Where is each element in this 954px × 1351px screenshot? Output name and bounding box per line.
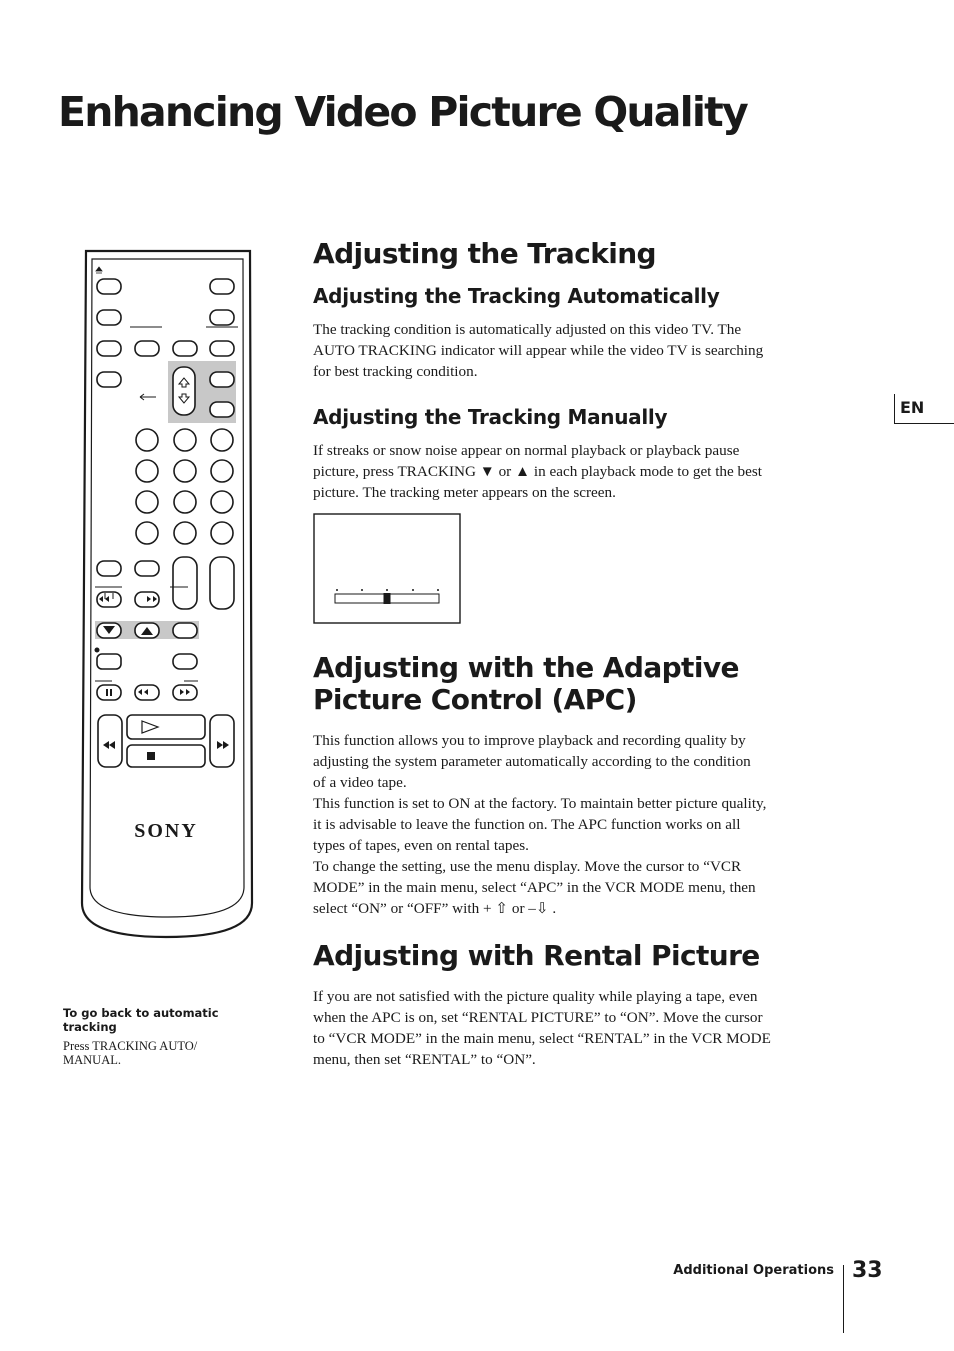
- paragraph-line: The tracking condition is automatically adjusted on this video TV. The: [313, 321, 742, 338]
- paragraph-line: of a video tape.: [313, 774, 407, 791]
- paragraph-line: it is advisable to leave the function on. The APC function works on all: [313, 816, 741, 833]
- paragraph-line: types of tapes, even on rental tapes.: [313, 837, 529, 854]
- remote-control-illustration: [80, 243, 256, 940]
- paragraph-line: to “VCR MODE” in the main menu, select “RENTAL” in the VCR MODE: [313, 1030, 771, 1047]
- pause-button[interactable]: [97, 685, 121, 700]
- tracking-auto-manual-button[interactable]: [173, 623, 197, 638]
- paragraph-line: MODE” in the main menu, select “APC” in the VCR MODE menu, then: [313, 879, 756, 896]
- heading-line: Adjusting with the Adaptive: [313, 651, 739, 684]
- remote-button[interactable]: [210, 279, 234, 294]
- rental-heading: Adjusting with Rental Picture: [313, 939, 760, 972]
- remote-button[interactable]: [210, 402, 234, 417]
- paragraph-line: menu, then set “RENTAL” to “ON”.: [313, 1051, 536, 1068]
- remote-button[interactable]: [97, 310, 121, 325]
- remote-button[interactable]: [210, 341, 234, 356]
- tracking-manual-paragraph: [313, 440, 853, 503]
- stop-button[interactable]: [127, 745, 205, 767]
- remote-button[interactable]: [173, 341, 197, 356]
- remote-button[interactable]: [210, 310, 234, 325]
- page-title: Enhancing Video Picture Quality: [58, 88, 747, 136]
- remote-button[interactable]: [97, 372, 121, 387]
- remote-button[interactable]: [135, 561, 159, 576]
- tracking-auto-paragraph: [313, 319, 853, 382]
- remote-button[interactable]: [173, 654, 197, 669]
- slow-forward-button[interactable]: [173, 685, 197, 700]
- tracking-rocker-button[interactable]: [173, 367, 195, 415]
- paragraph-line: for best tracking condition.: [313, 363, 478, 380]
- language-tab: [894, 394, 954, 424]
- language-tab-label: EN: [900, 398, 925, 417]
- tracking-auto-heading: Adjusting the Tracking Automatically: [313, 284, 720, 308]
- remote-button[interactable]: [135, 341, 159, 356]
- remote-button[interactable]: [97, 341, 121, 356]
- channel-rocker-button[interactable]: [173, 557, 197, 609]
- stop-icon: [147, 752, 155, 760]
- tracking-meter-screen: [313, 513, 463, 625]
- paragraph-line: when the APC is on, set “RENTAL PICTURE” to “ON”. Move the cursor: [313, 1009, 763, 1026]
- side-note-body: Press TRACKING AUTO/ MANUAL.: [63, 1039, 198, 1067]
- remote-button[interactable]: [210, 372, 234, 387]
- tracking-manual-heading: Adjusting the Tracking Manually: [313, 405, 668, 429]
- remote-brand-logo: SONY: [134, 820, 198, 842]
- footer-divider: [843, 1265, 844, 1333]
- remote-button[interactable]: [97, 561, 121, 576]
- record-dot-icon: [95, 648, 100, 653]
- paragraph-line: picture. The tracking meter appears on the screen.: [313, 484, 616, 501]
- fast-forward-button[interactable]: [210, 715, 234, 767]
- tracking-heading: Adjusting the Tracking: [313, 237, 656, 270]
- power-button[interactable]: [97, 279, 121, 294]
- paragraph-line: This function is set to ON at the factory. To maintain better picture quality,: [313, 795, 767, 812]
- paragraph-line: adjusting the system parameter automatically according to the condition: [313, 753, 751, 770]
- paragraph-line: If you are not satisfied with the picture quality while playing a tape, even: [313, 988, 758, 1005]
- pause-icon: [106, 689, 108, 696]
- paragraph-line: If streaks or snow noise appear on normal playback or playback pause: [313, 442, 740, 459]
- rewind-button[interactable]: [98, 715, 122, 767]
- side-note-title: To go back to automatic tracking: [63, 1006, 219, 1034]
- paragraph-line: picture, press TRACKING ▼ or ▲ in each playback mode to get the best: [313, 463, 763, 480]
- apc-paragraph: [313, 730, 853, 919]
- page-number: 33: [852, 1258, 883, 1283]
- record-button[interactable]: [97, 654, 121, 669]
- paragraph-line: This function allows you to improve playback and recording quality by: [313, 732, 746, 749]
- footer-section-label: Additional Operations: [673, 1263, 834, 1278]
- tracking-meter-marker: [384, 593, 391, 604]
- paragraph-line: AUTO TRACKING indicator will appear while the video TV is searching: [313, 342, 764, 359]
- paragraph-line: select “ON” or “OFF” with + ⇧ or –⇩ .: [313, 900, 557, 917]
- rental-paragraph: [313, 986, 853, 1070]
- play-button[interactable]: [127, 715, 205, 739]
- paragraph-line: To change the setting, use the menu display. Move the cursor to “VCR: [313, 858, 742, 875]
- volume-rocker-button[interactable]: [210, 557, 234, 609]
- heading-line: Picture Control (APC): [313, 683, 637, 716]
- apc-heading: [313, 652, 739, 716]
